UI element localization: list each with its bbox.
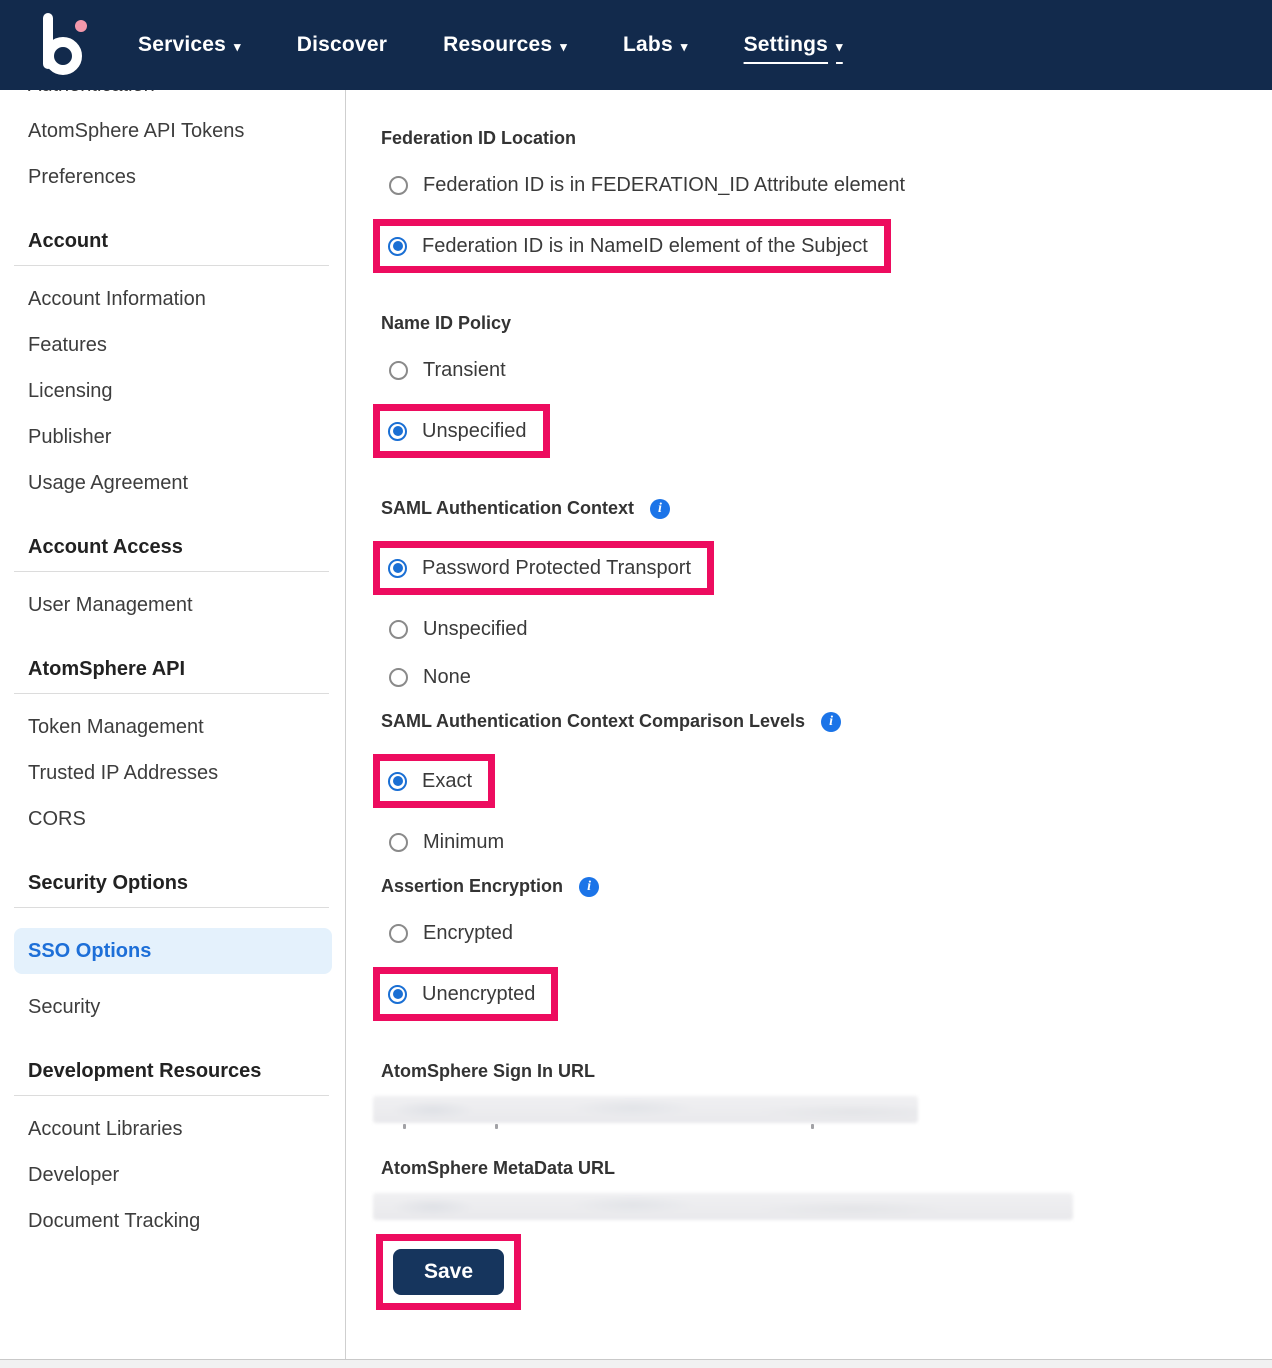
sidebar-item-sso-options[interactable]: SSO Options [14, 928, 332, 974]
sidebar-item-preferences[interactable]: Preferences [28, 166, 136, 188]
sidebar-item-trusted-ip-addresses[interactable]: Trusted IP Addresses [28, 762, 219, 784]
section-title [381, 876, 1272, 897]
nav-item-services[interactable] [138, 33, 241, 57]
radio-option-federation-id-is-in-nameid-element-of-the-subject[interactable] [388, 232, 868, 260]
radio-option-label: Exact [422, 769, 473, 792]
url-field-label: AtomSphere MetaData URL [381, 1158, 616, 1178]
nav-item-resources[interactable] [443, 33, 567, 57]
radio-option-label: Federation ID is in NameID element of the Subject [422, 234, 868, 257]
section-title-label: SAML Authentication Context Comparison Levels [381, 711, 806, 731]
sidebar-item-atomsphere-api-tokens[interactable]: AtomSphere API Tokens [28, 120, 245, 142]
sidebar-divider [14, 907, 329, 908]
section-title-label: Name ID Policy [381, 313, 512, 333]
radio-option-label: Encrypted [423, 921, 514, 944]
sidebar-item-usage-agreement[interactable]: Usage Agreement [28, 472, 189, 494]
sidebar-divider [14, 265, 329, 266]
radio-selected-icon[interactable] [388, 237, 407, 256]
nav-item-label: Settings [743, 33, 829, 56]
radio-option-label: Password Protected Transport [422, 556, 692, 579]
radio-unselected-icon[interactable] [389, 833, 408, 852]
horizontal-scrollbar-track[interactable] [0, 1359, 1272, 1368]
nav-item-label: Discover [296, 33, 388, 56]
section-title-label: SAML Authentication Context [381, 498, 634, 518]
radio-unselected-icon[interactable] [389, 176, 408, 195]
radio-selected-icon[interactable] [388, 985, 407, 1004]
radio-option-label: Minimum [423, 830, 505, 853]
boomi-logo-icon[interactable] [38, 14, 90, 76]
nav-item-label: Resources [443, 33, 553, 56]
url-fields [381, 1061, 1272, 1220]
sidebar-divider [14, 1095, 329, 1096]
nav-item-label: Services [138, 33, 227, 56]
radio-option-minimum[interactable] [389, 828, 1272, 856]
url-field-atomsphere-metadata-url [381, 1158, 1272, 1220]
radio-option-label: Unencrypted [422, 982, 536, 1005]
radio-option-unspecified[interactable] [388, 417, 527, 445]
radio-option-none[interactable] [389, 663, 1272, 691]
chevron-down-icon: ▾ [680, 38, 688, 54]
sidebar-divider [14, 693, 329, 694]
annotation-highlight-save [376, 1234, 521, 1310]
sidebar-item-token-management[interactable]: Token Management [28, 716, 204, 738]
radio-option-unencrypted[interactable] [388, 980, 535, 1008]
chevron-down-icon: ▾ [560, 38, 568, 54]
radio-option-exact[interactable] [388, 767, 472, 795]
radio-option-encrypted[interactable] [389, 919, 1272, 947]
section-title [381, 128, 1272, 149]
annotation-highlight [373, 219, 891, 273]
section-assertion-encryption [381, 876, 1272, 1041]
sidebar-item-developer[interactable]: Developer [28, 1164, 120, 1186]
info-icon[interactable]: i [821, 712, 841, 732]
radio-selected-icon[interactable] [388, 422, 407, 441]
chevron-down-icon: ▾ [234, 38, 241, 54]
section-federation-id-location [381, 128, 1272, 293]
sidebar-group-heading-security-options: Security Options [28, 872, 189, 894]
nav-item-labs[interactable] [623, 33, 688, 57]
radio-option-label: Unspecified [422, 419, 527, 442]
section-title-label: Federation ID Location [381, 128, 577, 148]
section-name-id-policy [381, 313, 1272, 478]
settings-sidebar [0, 90, 346, 1368]
redacted-url-value [373, 1193, 1073, 1220]
annotation-highlight [373, 967, 558, 1021]
annotation-highlight [373, 754, 495, 808]
radio-selected-icon[interactable] [388, 772, 407, 791]
top-nav-bar [0, 0, 1272, 90]
info-icon[interactable]: i [650, 499, 670, 519]
nav-item-discover[interactable] [297, 33, 387, 57]
sidebar-item-security[interactable]: Security [28, 996, 101, 1018]
sidebar-group-heading-atomsphere-api: AtomSphere API [28, 658, 186, 680]
sso-options-panel [346, 90, 1272, 1368]
sidebar-item-cors[interactable]: CORS [28, 808, 86, 830]
url-field-label: AtomSphere Sign In URL [381, 1061, 596, 1081]
annotation-highlight [373, 541, 714, 595]
nav-item-settings[interactable] [744, 33, 843, 57]
url-field-atomsphere-sign-in-url [381, 1061, 1272, 1132]
radio-selected-icon[interactable] [388, 559, 407, 578]
sidebar-item-licensing[interactable]: Licensing [28, 380, 113, 402]
radio-option-label: Federation ID is in FEDERATION_ID Attribute element [423, 173, 906, 196]
chevron-down-icon: ▾ [836, 38, 843, 54]
section-saml-authentication-context [381, 498, 1272, 691]
sidebar-item-account-libraries[interactable]: Account Libraries [28, 1118, 183, 1140]
save-button[interactable]: Save [393, 1249, 504, 1295]
sidebar-item-account-information[interactable]: Account Information [28, 288, 206, 310]
sidebar-item-user-management[interactable]: User Management [28, 594, 193, 616]
sidebar-divider [14, 571, 329, 572]
redacted-url-value [373, 1096, 918, 1123]
radio-unselected-icon[interactable] [389, 620, 408, 639]
section-title [381, 711, 1272, 732]
radio-sections [381, 128, 1272, 1041]
radio-option-label: Unspecified [423, 617, 528, 640]
logo-pink-dot-icon [75, 20, 87, 32]
page-body [0, 90, 1272, 1368]
sidebar-group-heading-account: Account [28, 230, 108, 252]
radio-option-label: None [423, 665, 471, 688]
radio-unselected-icon[interactable] [389, 668, 408, 687]
radio-option-unspecified[interactable] [389, 615, 1272, 643]
annotation-highlight [373, 404, 550, 458]
radio-option-transient[interactable] [389, 356, 1272, 384]
radio-unselected-icon[interactable] [389, 924, 408, 943]
redaction-artifacts [373, 1124, 1272, 1132]
sidebar-item-publisher[interactable]: Publisher [28, 426, 112, 448]
nav-menu [138, 33, 843, 57]
section-title [381, 313, 1272, 334]
radio-option-label: Transient [423, 358, 506, 381]
sidebar-group-heading-account-access: Account Access [28, 536, 183, 558]
section-title [381, 498, 1272, 519]
sidebar-item-document-tracking[interactable]: Document Tracking [28, 1210, 201, 1232]
sidebar-item-features[interactable]: Features [28, 334, 107, 356]
sidebar-group-heading-development-resources: Development Resources [28, 1060, 262, 1082]
radio-option-password-protected-transport[interactable] [388, 554, 691, 582]
info-icon[interactable]: i [579, 877, 599, 897]
section-title-label: Assertion Encryption [381, 876, 564, 896]
nav-item-label: Labs [623, 33, 673, 56]
radio-unselected-icon[interactable] [389, 361, 408, 380]
section-saml-authentication-context-comparison-levels [381, 711, 1272, 856]
radio-option-federation-id-is-in-federation-id-attribute-element[interactable] [389, 171, 1272, 199]
